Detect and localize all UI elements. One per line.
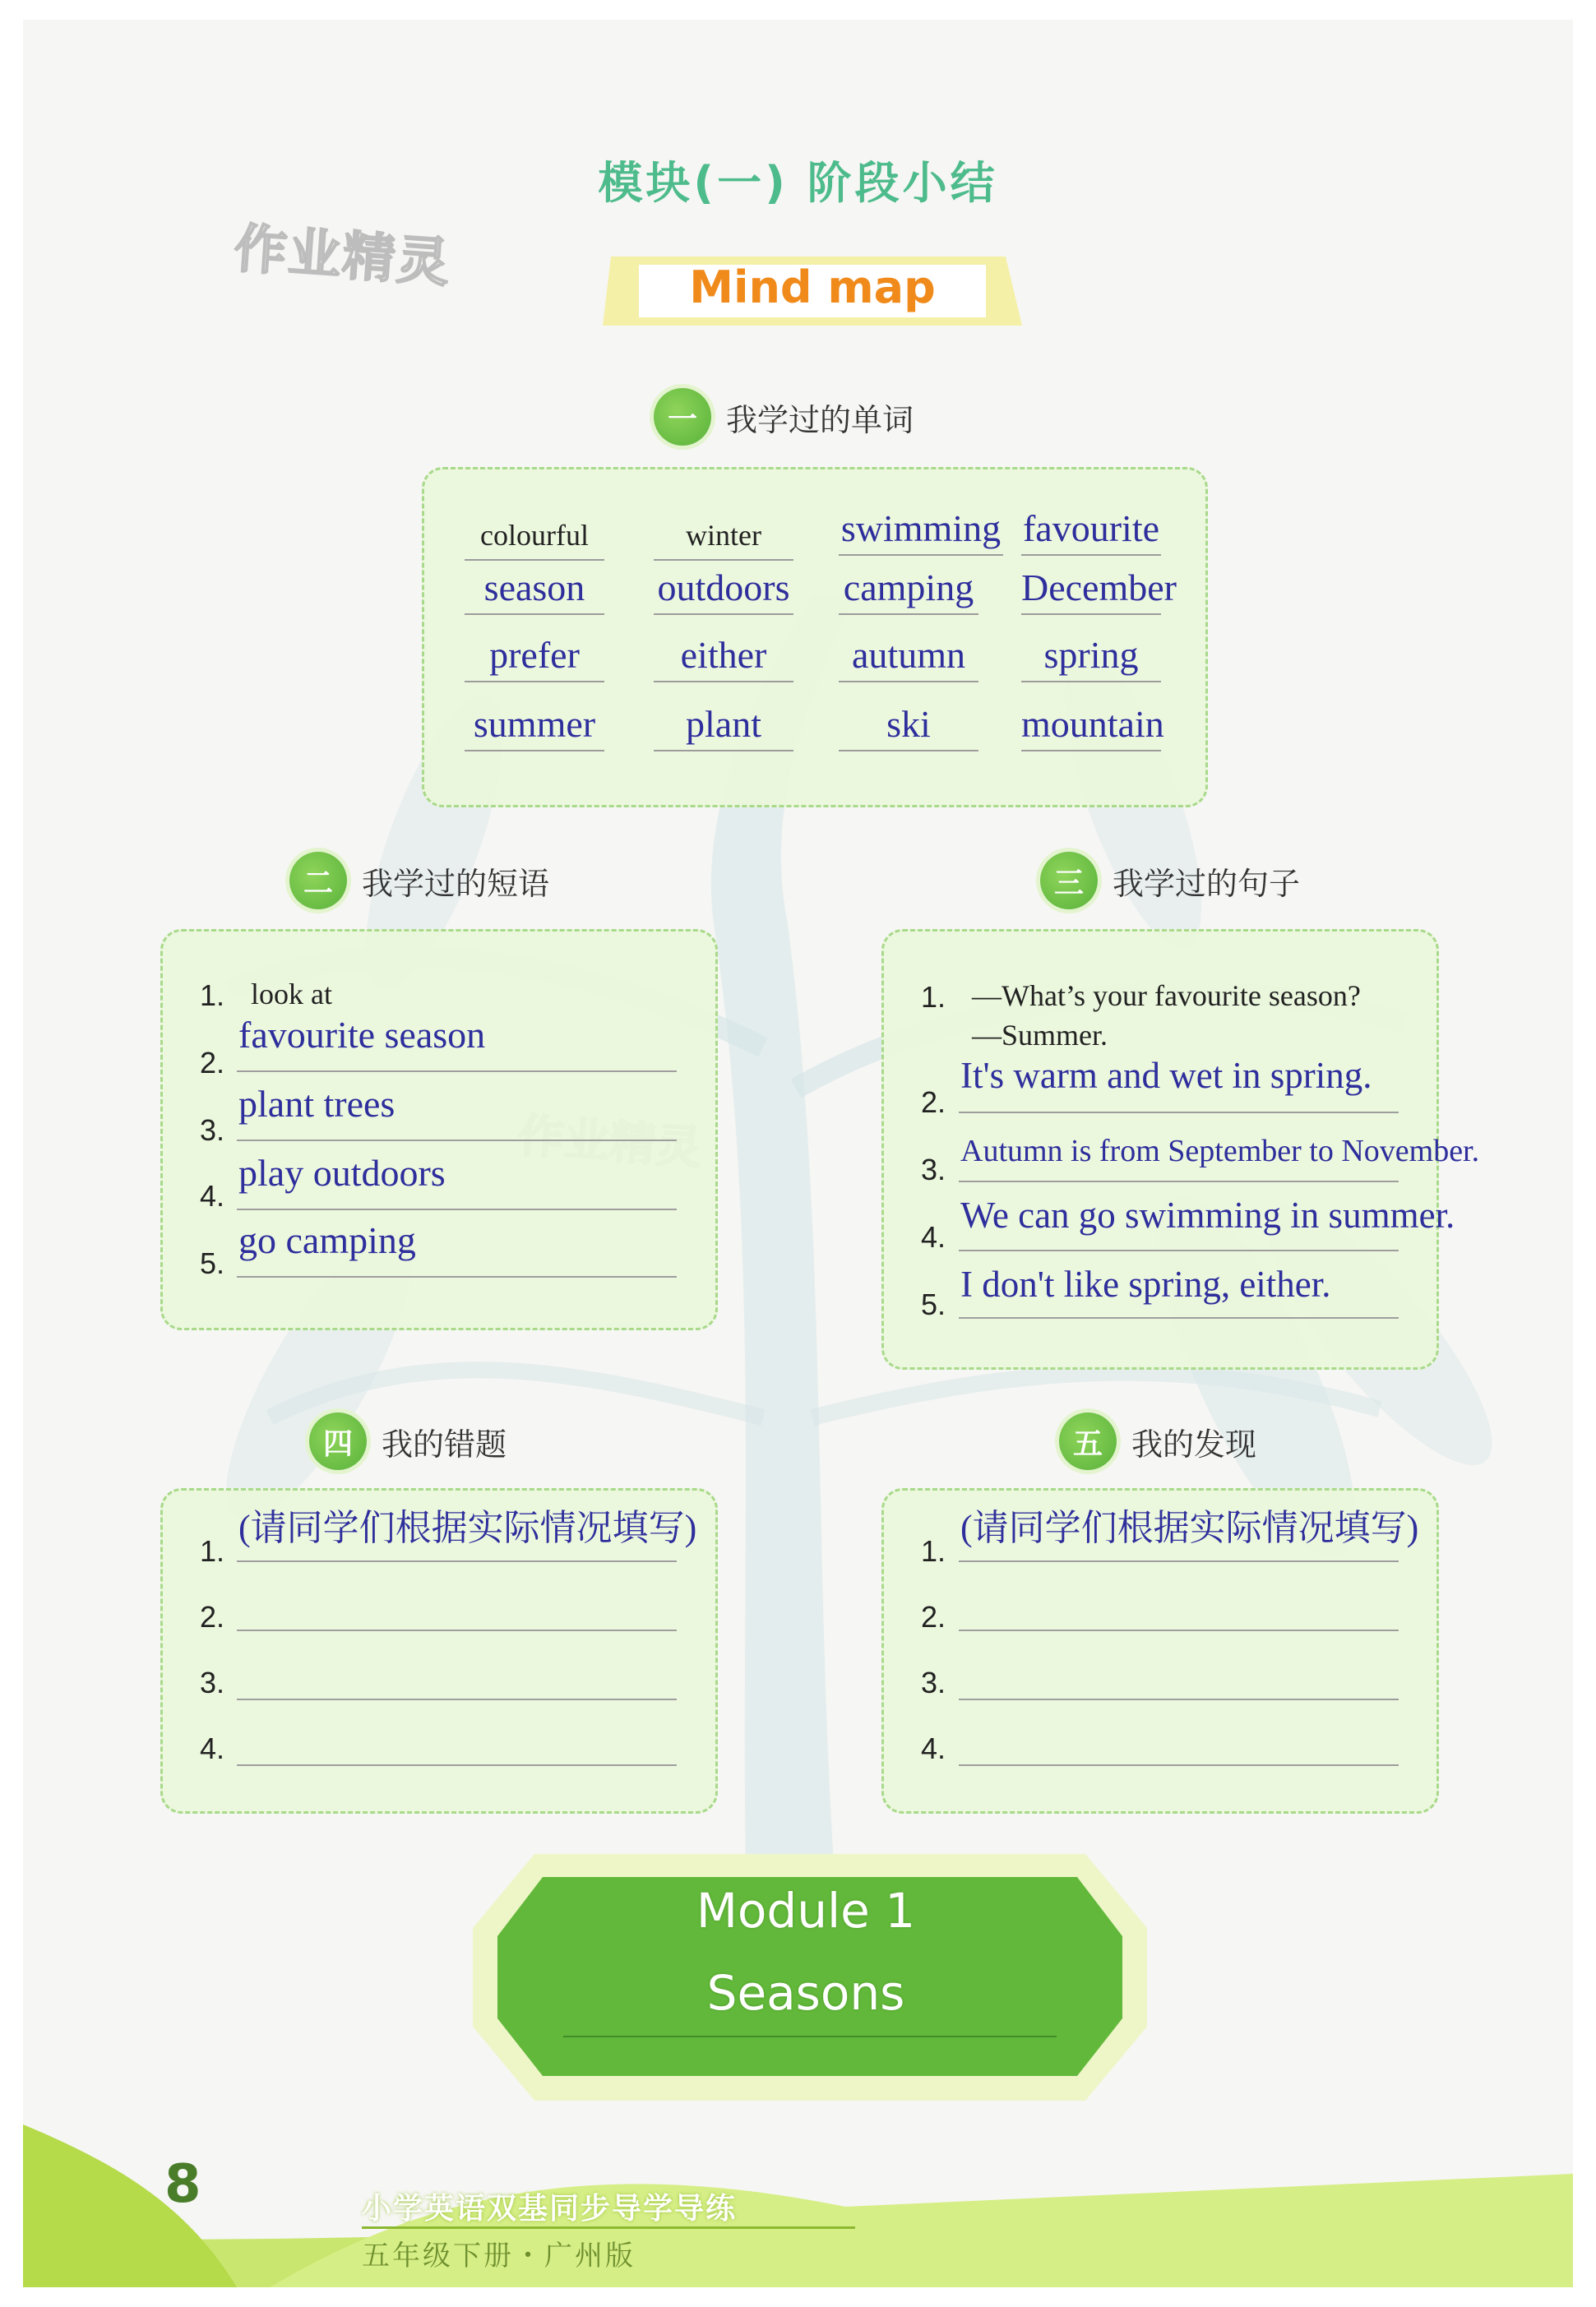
- section-number-badge: 五: [1059, 1412, 1117, 1470]
- page-number: 8: [164, 2154, 201, 2215]
- word-blank: colourful: [465, 508, 604, 561]
- sentence-answer: It's warm and wet in spring.: [960, 1055, 1372, 1096]
- item-number: 3.: [921, 1153, 946, 1186]
- sentence-answer: We can go swimming in summer.: [960, 1195, 1455, 1236]
- word-blank: ski: [839, 699, 978, 751]
- word-blank: prefer: [465, 630, 604, 682]
- section-label: 我学过的短语: [362, 865, 550, 902]
- item-number: 4.: [200, 1731, 225, 1765]
- phrase-answer: play outdoors: [238, 1152, 446, 1194]
- word-blank: outdoors: [654, 562, 793, 615]
- phrase-answer: go camping: [238, 1219, 416, 1261]
- answer-line[interactable]: [959, 1583, 1399, 1631]
- fill-in-note: (请同学们根据实际情况填写): [960, 1508, 1419, 1548]
- item-number: 5.: [921, 1288, 946, 1321]
- item-number: 5.: [200, 1246, 225, 1280]
- section-label: 我学过的单词: [726, 401, 914, 438]
- item-number: 2.: [200, 1600, 225, 1634]
- item-number: 4.: [921, 1220, 946, 1254]
- word-blank: spring: [1021, 630, 1161, 682]
- item-number: 1.: [921, 980, 946, 1014]
- book-title: 小学英语双基同步导学导练: [362, 2192, 738, 2226]
- footer-divider: [362, 2226, 855, 2229]
- item-number: 2.: [921, 1600, 946, 1634]
- word-blank: winter: [654, 508, 793, 561]
- item-number: 4.: [200, 1179, 225, 1213]
- sentence-answer: I don't like spring, either.: [960, 1264, 1331, 1305]
- answer-line[interactable]: [237, 1583, 677, 1631]
- book-edition: 五年级下册・广州版: [362, 2240, 636, 2272]
- section-number-badge: 四: [309, 1412, 367, 1470]
- item-number: 3.: [921, 1666, 946, 1699]
- words-heading: [654, 388, 914, 446]
- word-blank: camping: [839, 562, 978, 615]
- phrase-text: look at: [251, 978, 332, 1010]
- item-number: 3.: [200, 1113, 225, 1147]
- word-blank: mountain: [1021, 699, 1161, 751]
- word-blank: season: [465, 562, 604, 615]
- module-number: Module 1: [696, 1883, 916, 1939]
- sentences-heading: [1040, 852, 1300, 909]
- answer-line[interactable]: [959, 1718, 1399, 1766]
- findings-heading: [1059, 1412, 1256, 1470]
- mindmap-heading: Mind map: [689, 261, 936, 313]
- answer-line[interactable]: [237, 1653, 677, 1700]
- section-label: 我的错题: [382, 1426, 507, 1463]
- module-title: Seasons: [706, 1965, 905, 2021]
- answer-line[interactable]: [959, 1653, 1399, 1700]
- word-blank: summer: [465, 699, 604, 751]
- item-number: 4.: [921, 1731, 946, 1765]
- phrase-answer: favourite season: [238, 1014, 486, 1056]
- word-blank: plant: [654, 699, 793, 751]
- item-number: 1.: [921, 1534, 946, 1568]
- answer-line[interactable]: [959, 1514, 1399, 1562]
- item-number: 1.: [200, 978, 225, 1012]
- section-label: 我的发现: [1131, 1426, 1257, 1463]
- section-number-badge: 二: [289, 852, 347, 909]
- item-number: 1.: [200, 1534, 225, 1568]
- fill-in-note: (请同学们根据实际情况填写): [238, 1508, 697, 1548]
- section-number-badge: 三: [1040, 852, 1098, 909]
- sentence-question: —What’s your favourite season?: [972, 979, 1361, 1012]
- word-blank: autumn: [839, 630, 978, 682]
- page-title: 模块(一) 阶段小结: [598, 157, 998, 209]
- answer-line[interactable]: [237, 1718, 677, 1766]
- answer-line[interactable]: [237, 1514, 677, 1562]
- word-blank: swimming: [839, 503, 1003, 556]
- section-label: 我学过的句子: [1113, 865, 1301, 902]
- item-number: 3.: [200, 1666, 225, 1699]
- sentence-answer: Autumn is from September to November.: [960, 1134, 1480, 1168]
- word-blank: favourite: [1021, 503, 1161, 556]
- mistakes-heading: [309, 1412, 507, 1470]
- phrases-heading: [289, 852, 549, 909]
- section-number-badge: 一: [654, 388, 711, 446]
- word-blank: either: [654, 630, 793, 682]
- item-number: 2.: [200, 1046, 225, 1080]
- item-number: 2.: [921, 1085, 946, 1119]
- phrase-answer: plant trees: [238, 1083, 396, 1125]
- watermark: 作业精灵: [232, 218, 453, 295]
- sentence-answer-printed: —Summer.: [972, 1019, 1108, 1052]
- word-blank: December: [1021, 562, 1161, 615]
